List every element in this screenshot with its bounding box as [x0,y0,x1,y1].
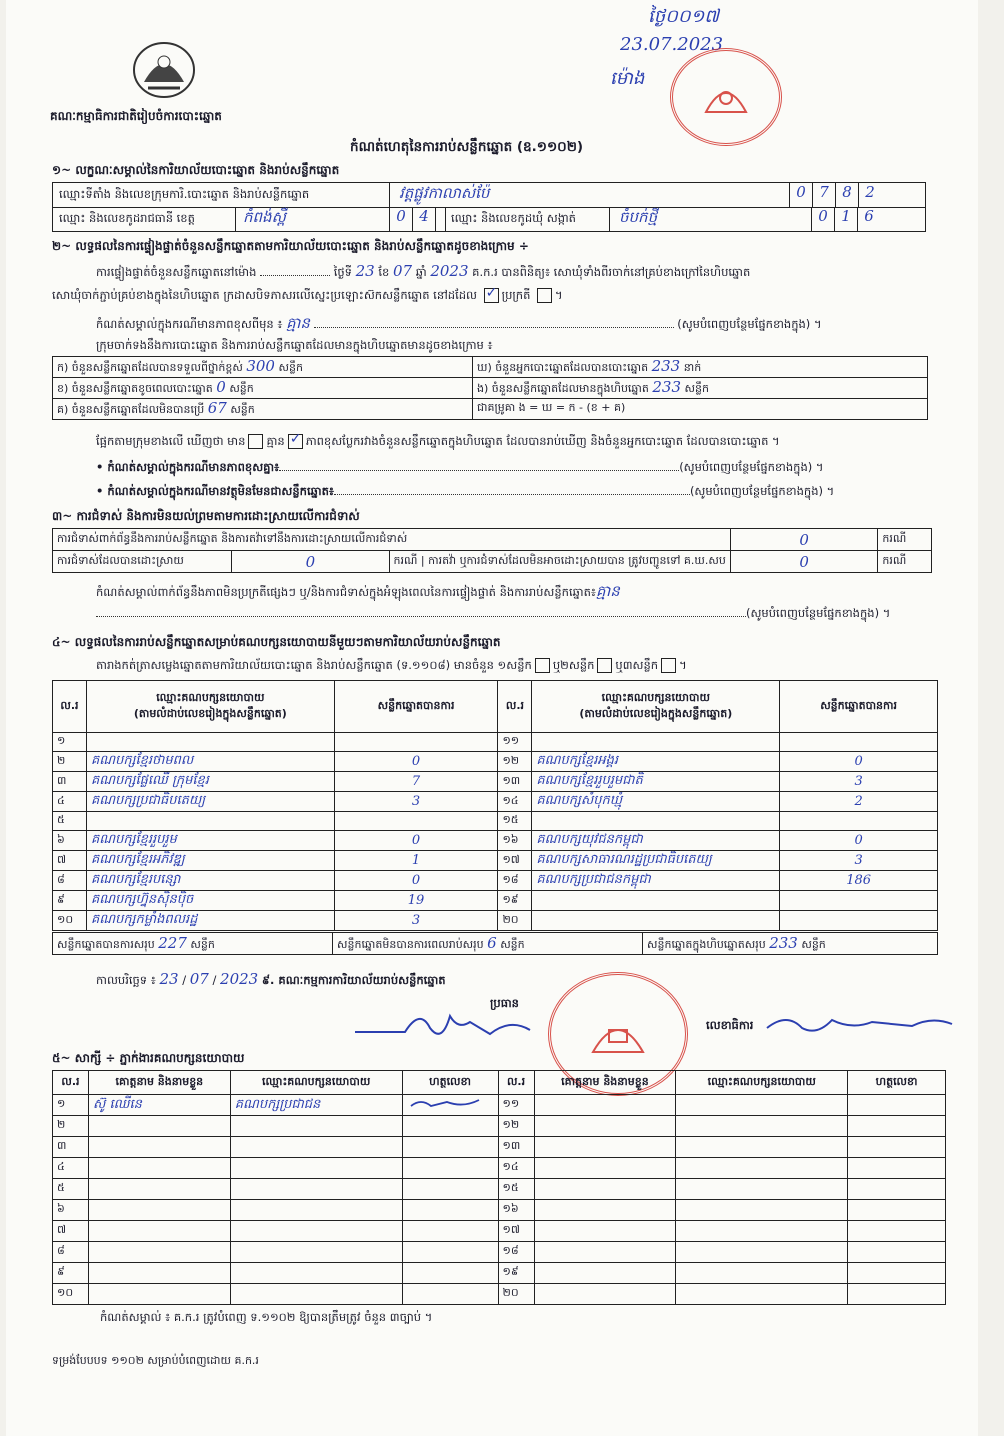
results-party: គណបក្សសំបុកឃ្មុំ [532,792,780,812]
witness-party [676,1200,848,1221]
witness-party [230,1200,402,1221]
witness-party: គណបក្សប្រជាជន [230,1095,402,1116]
results-votes [334,812,498,831]
results-votes [334,733,498,752]
results-row [53,871,938,891]
results-no: ៩ [53,891,87,911]
witness-name [88,1137,230,1158]
results-votes: 0 [334,831,498,851]
results-party: គណបក្សហ្វ៊ុនស៊ិនប៉ិច [86,891,334,911]
witness-name [534,1137,676,1158]
witness-row [53,1116,946,1137]
results-votes: 0 [334,752,498,772]
witness-row [53,1221,946,1242]
results-no: ១៦ [498,831,532,851]
party-results-table: ល.រ ឈ្មោះគណបក្សនយោបាយ (តាមលំដាប់លេខរៀងក្នុងសន្លឹកឆ្នោត) សន្លឹកឆ្នោតបានការ ល.រ ឈ្មោះគណបក្សនយោបាយ (តាមលំដាប់លេខរៀងក្នុងសន្លឹកឆ្នោត) សន្លឹកឆ្នោតបានការ ១ ១១ ២ គណបក្សខ្មែរថាមពល 0 ១២ គណបក្សខ្មែរអង្គរ 0 ៣ គណបក្សផ្លែឈើ ក្រុមខ្មែរ 7 ១៣ គណបក្សខ្មែររួបរួមជាតិ 3 ៤ គណបក្សប្រជាធិបតេយ្យ 3 ១៤ គណបក្សសំបុកឃ្មុំ 2 ៥ ១៥ ៦ គណបក្សខ្មែររួបរួម 0 ១៦ គណបក្សយុវជនកម្ពុជា 0 ៧ គណបក្សខ្មែរអភិវឌ្ឍ 1 ១៧ គណបក្សសាធារណរដ្ឋប្រជាធិបតេយ្យ 3 ៨ គណបក្សខ្មែរបន្សោ 0 ១៨ គណបក្សប្រជាជនកម្ពុជា 186 ៩ គណបក្សហ្វ៊ុនស៊ិនប៉ិច 19 ១៩ ១០ គណបក្សកម្លាំងពលរដ្ឋ 3 ២០ [52,680,938,931]
results-votes: 19 [334,891,498,911]
irregularity-note-value: គ្មាន [595,582,620,600]
witness-party [676,1221,848,1242]
results-votes: 3 [334,792,498,812]
received-time: ម៉ោង [610,68,645,89]
results-votes [780,812,938,831]
total-invalid-value: 6 [487,933,497,952]
witness-row [53,1179,946,1200]
witness-signature [848,1263,946,1284]
location-digit-4: 2 [858,183,881,207]
results-party: គណបក្សកម្លាំងពលរដ្ឋ [86,911,334,931]
page-title: កំណត់ហេតុនៃការរាប់សន្លឹកឆ្នោត (ឧ.១១០២) [350,139,584,155]
witness-signature [848,1284,946,1305]
has-discrepancy-checkbox[interactable] [248,434,263,449]
commune-value: ចំបក់ថ្មី [619,208,658,226]
unresolved-label: ការតវ៉ា ឬការជំទាស់ដែលមិនអាចដោះស្រាយបាន ត្រូវបញ្ជូនទៅ គ.ឃ.សប [428,553,726,567]
witness-name [88,1200,230,1221]
verify-day: 23 [355,262,375,280]
witness-table: ល.រ គោត្តនាម និងនាមខ្លួន ឈ្មោះគណបក្សនយោបាយ ហត្ថលេខា ល.រ គោត្តនាម និងនាមខ្លួន ឈ្មោះគណបក្សនយោបាយ ហត្ថលេខា ១ ស៊ូ ឈើនេ គណបក្សប្រជាជន ១១ ២ ១២ ៣ ១៣ ៤ ១៤ ៥ ១៥ ៦ ១៦ ៧ ១៧ ៨ ១៨ ៩ ១៩ ១០ ២០ [52,1070,946,1305]
witness-name [88,1116,230,1137]
witness-no: ១១ [498,1095,534,1116]
witness-no: ១២ [498,1116,534,1137]
witness-signature [848,1137,946,1158]
verify-line-1: ការផ្ទៀងផ្ទាត់ចំនួនសន្លឹកឆ្នោតនៅម៉ោង ថ្ងៃទី 23 ខែ 07 ឆ្នាំ 2023 គ.ក.រ បានពិនិត្យ៖ សោឃុំទាំងពីរចាក់នៅគ្រប់ខាងក្រៅនៃហិបឆ្នោត [96,262,751,280]
witness-name [534,1116,676,1137]
results-row [53,772,938,792]
witness-row [53,1137,946,1158]
witness-party [230,1284,402,1305]
total-box-value: 233 [769,933,798,952]
results-no: ១៧ [498,851,532,871]
results-party: គណបក្សខ្មែររួបរួមជាតិ [532,772,780,792]
witness-party [676,1179,848,1200]
results-row [53,752,938,772]
objection-label: ការជំទាស់ពាក់ព័ន្ធនឹងការរាប់សន្លឹកឆ្នោត និងការតវ៉ាទៅនឹងការដោះស្រាយលើការជំទាស់ [53,529,731,551]
witness-party [230,1263,402,1284]
witness-no: ១៨ [498,1242,534,1263]
formula-label: ជាគម្រូគា ង = ឃ = ក - (ខ + គ) [477,401,626,414]
results-votes: 186 [780,871,938,891]
witness-signature [402,1221,498,1242]
results-votes: 3 [334,911,498,931]
province-digit-2: 4 [412,207,435,231]
secretary-signature [762,1008,962,1038]
results-votes: 3 [780,772,938,792]
discrepancy-note: • កំណត់សម្គាល់ក្នុងករណីមានភាពខុសគ្នា៖ (សូមបំពេញបន្ថែមផ្នែកខាងក្នុង) ។ [96,460,824,474]
witness-name [88,1242,230,1263]
org-name: គណៈកម្មាធិការជាតិរៀបចំការបោះឆ្នោត [50,109,222,123]
witness-no: ១៩ [498,1263,534,1284]
results-party: គណបក្សខ្មែរថាមពល [86,752,334,772]
witness-no: ២ [53,1116,89,1137]
witness-row [53,1263,946,1284]
results-party: គណបក្សប្រជាជនកម្ពុជា [532,871,780,891]
results-party [86,733,334,752]
witness-party [676,1158,848,1179]
witness-no: ១០ [53,1284,89,1305]
witness-name [534,1221,676,1242]
results-row [53,851,938,871]
witness-party [230,1158,402,1179]
witness-row [53,1095,946,1116]
three-sheet-checkbox[interactable] [661,658,676,673]
section2-heading: ២~ លទ្ធផលនៃការផ្ទៀងផ្ទាត់ចំនួនសន្លឹកឆ្នោតតាមការិយាល័យបោះឆ្នោត និងរាប់សន្លឹកឆ្នោតដូចខាងក្រោម ÷ [52,239,529,253]
province-label: ឈ្មោះ និងលេខកូដរាជធានី ខេត្ត [59,211,195,225]
results-party: គណបក្សសាធារណរដ្ឋប្រជាធិបតេយ្យ [532,851,780,871]
verify-month: 07 [392,262,413,280]
results-party: គណបក្សខ្មែររួបរួម [86,831,334,851]
witness-no: ៣ [53,1137,89,1158]
section5-heading: ៥~ សាក្សី ÷ ភ្នាក់ងារគណបក្សនយោបាយ [52,1051,245,1065]
witness-no: ១៤ [498,1158,534,1179]
results-no: ១០ [53,911,87,931]
results-votes: 0 [334,871,498,891]
witness-party [676,1095,848,1116]
results-no: ៤ [53,792,87,812]
witness-no: ៧ [53,1221,89,1242]
witness-name [534,1095,676,1116]
witness-no: ១៧ [498,1221,534,1242]
results-party [532,911,780,931]
received-date: 23.07.2023 [620,34,724,55]
irregularity-note: កំណត់សម្គាល់ពាក់ព័ន្ធនឹងភាពមិនប្រក្រតីផ្សេងៗ ឬ/និងការជំទាស់ក្នុងអំឡុងពេលនៃការផ្ទៀងផ្ទាត់ និងការរាប់សន្លឹកឆ្នោត៖គ្មាន [96,582,620,600]
irregularity-suffix: (សូមបំពេញបន្ថែមផ្នែកខាងក្នុង) ។ [96,606,890,623]
witness-row [53,1200,946,1221]
witness-no: ៨ [53,1242,89,1263]
witness-no: ១៥ [498,1179,534,1200]
witness-signature [402,1284,498,1305]
results-row [53,891,938,911]
results-row [53,792,938,812]
witness-no: ១៣ [498,1137,534,1158]
section1-table [52,182,926,232]
witness-signature [402,1095,498,1116]
verify-note: កំណត់សម្គាល់ក្នុងករណីមានភាពខុសពីមុន ៖ គ្មាន (សូមបំពេញបន្ថែមផ្នែកខាងក្នុង) ។ [96,314,822,332]
section3-heading: ៣~ ការជំទាស់ និងការមិនយល់ព្រមតាមការដោះស្រាយលើការជំទាស់ [52,509,360,523]
witness-no: ៩ [53,1263,89,1284]
witness-signature [402,1242,498,1263]
location-digit-2: 7 [812,183,835,207]
witness-signature [402,1158,498,1179]
results-no: ១៩ [498,891,532,911]
results-party: គណបក្សខ្មែរបន្សោ [86,871,334,891]
witness-name [534,1263,676,1284]
intact-checkbox[interactable] [484,288,499,303]
unresolved-count: 0 [799,552,809,571]
results-votes: 2 [780,792,938,812]
witness-party [676,1116,848,1137]
witness-name [88,1158,230,1179]
results-no: ១២ [498,752,532,772]
section1-heading: ១~ លក្ខណៈសម្គាល់នៃការិយាល័យបោះឆ្នោត និងរាប់សន្លឹកឆ្នោត [52,163,340,177]
results-party: គណបក្សប្រជាធិបតេយ្យ [86,792,334,812]
resolved-count: 0 [305,552,316,571]
witness-name [88,1263,230,1284]
witness-name: ស៊ូ ឈើនេ [88,1095,230,1116]
commune-label: ឈ្មោះ និងលេខកូដឃុំ សង្កាត់ [451,211,576,225]
witness-party [676,1263,848,1284]
location-digit-1: 0 [789,183,812,207]
one-sheet-checkbox[interactable] [535,658,550,673]
witness-signature [848,1116,946,1137]
witness-name [534,1200,676,1221]
verify-line-2: សោឃុំចាក់ភ្ជាប់គ្រប់ខាងក្នុងនៃហិបឆ្នោត ក្រដាសបិទភាសរលើស្នេះប្រឡោះស៊កសន្លឹកឆ្នោត នៅដដែល ✓ ប្រក្រតី ។ [52,288,563,305]
row-d-value: 233 [651,357,681,375]
chair-label: ប្រធាន [490,996,519,1010]
witness-name [534,1284,676,1305]
witness-signature [848,1221,946,1242]
witness-no: ២០ [498,1284,534,1305]
results-no: ៦ [53,831,87,851]
results-row [53,831,938,851]
no-discrepancy-checkbox[interactable] [288,434,303,449]
sign-day: 23 [159,970,179,988]
location-digit-3: 8 [835,183,858,207]
results-votes: 1 [334,851,498,871]
results-votes [780,891,938,911]
witness-signature [402,1116,498,1137]
witness-no: ១ [53,1095,89,1116]
row-c-label: គ) ចំនួនសន្លឹកឆ្នោតដែលមិនបានប្រើ [57,403,205,416]
witness-signature [402,1137,498,1158]
row-c-value: 67 [207,399,227,417]
results-no: ២០ [498,911,532,931]
witness-no: ៥ [53,1179,89,1200]
secretary-label: លេខាធិការ [706,1018,754,1032]
witness-signature [848,1158,946,1179]
verify-year: 2023 [430,262,469,280]
results-no: ១៣ [498,772,532,792]
results-votes: 0 [780,831,938,851]
total-box-label: សន្លឹកឆ្នោតក្នុងហិបឆ្នោតសរុប [647,937,766,951]
discrepancy-line: ផ្អែកតាមក្រុមខាងលើ ឃើញថា មាន គ្មាន✓ ភាពខុសប្លែករវាងចំនួនសន្លឹកឆ្នោតក្នុងហិបឆ្នោត ដែលបានរាប់ឃើញ និងចំនួនអ្នកបោះឆ្នោត ដែលបានបោះឆ្នោត ។ [96,434,780,451]
results-row [53,911,938,931]
results-party [532,733,780,752]
row-b-value: 0 [216,378,226,396]
witness-row [53,1158,946,1179]
commune-digit-2: 1 [834,207,857,231]
tally-sheet-line: តារាងកត់ត្រាសម្លេងឆ្នោតតាមការិយាល័យបោះឆ្នោត និងរាប់សន្លឹកឆ្នោត (ទ.១១០៨) មានចំនួន ១សន្លឹក ឬ២សន្លឹក ឬ៣សន្លឹក ។ [96,658,687,672]
chair-signature [350,1000,550,1050]
sign-month: 07 [189,970,209,988]
results-no: ១ [53,733,87,752]
sign-year: 2023 [220,970,259,988]
results-no: ១៤ [498,792,532,812]
form-footer: ទម្រង់បែបបទ ១១០២ សម្រាប់បំពេញដោយ គ.ក.រ [52,1354,259,1367]
results-votes: 0 [780,752,938,772]
results-party [532,891,780,911]
witness-signature [402,1200,498,1221]
witness-signature [848,1242,946,1263]
witness-name [88,1179,230,1200]
total-valid-label: សន្លឹកឆ្នោតបានការសរុប [57,937,155,951]
results-no: ២ [53,752,87,772]
form-note: កំណត់សម្គាល់ ៖ គ.ក.រ ត្រូវបំពេញ ទ.១១០២ ឱ្យបានត្រឹមត្រូវ ចំនួន ៣ច្បាប់ ។ [100,1310,433,1324]
results-party: គណបក្សខ្មែរអភិវឌ្ឍ [86,851,334,871]
witness-party [676,1242,848,1263]
province-digit-1: 0 [389,207,412,231]
witness-row [53,1284,946,1305]
objection-count: 0 [799,530,809,549]
verify-note-value: គ្មាន [286,314,310,332]
results-party [86,812,334,831]
row-a-label: ក) ចំនួនសន្លឹកឆ្នោតដែលបានទទួលពីថ្នាក់ខ្ពស់ [57,361,243,374]
red-seal-stamp-top [670,48,782,146]
totals-table: សន្លឹកឆ្នោតបានការសរុប 227 សន្លឹក សន្លឹកឆ្នោតមិនបានការពេលរាប់សរុប 6 សន្លឹក សន្លឹកឆ្នោតក្នុងហិបឆ្នោតសរុប 233 សន្លឹក [52,932,938,955]
not-intact-checkbox[interactable] [537,288,552,303]
received-number: ថ្ងៃ០០១៧ [648,6,720,27]
location-label: ឈ្មោះទីតាំង និងលេខក្រុមការិ.បោះឆ្នោត និងរាប់សន្លឹកឆ្នោត [59,187,310,201]
results-no: ១៥ [498,812,532,831]
witness-name [88,1221,230,1242]
objections-table: ការជំទាស់ពាក់ព័ន្ធនឹងការរាប់សន្លឹកឆ្នោត និងការតវ៉ាទៅនឹងការដោះស្រាយលើការជំទាស់ 0 ករណី ការជំទាស់ដែលបានដោះស្រាយ 0 ករណី | ការតវ៉ា ឬការជំទាស់ដែលមិនអាចដោះស្រាយបាន ត្រូវបញ្ជូនទៅ គ.ឃ.សប 0 ករណី [52,528,932,573]
results-party [532,812,780,831]
total-invalid-label: សន្លឹកឆ្នោតមិនបានការពេលរាប់សរុប [337,937,484,951]
verify-line-3: ក្រុមចាក់ទងនឹងការបោះឆ្នោត និងការរាប់សន្លឹកឆ្នោតដែលមានក្នុងហិបឆ្នោតមានដូចខាងក្រោម ៖ [96,338,493,352]
row-d-label: ឃ) ចំនួនអ្នកបោះឆ្នោតដែលបានបោះឆ្នោត [477,361,649,374]
row-e-value: 233 [652,378,682,396]
witness-no: ៦ [53,1200,89,1221]
witness-party [230,1116,402,1137]
row-b-label: ខ) ចំនួនសន្លឹកឆ្នោតខូចពេលបោះឆ្នោត [57,382,213,395]
row-a-value: 300 [246,357,275,375]
location-value: វត្តផ្លូវកាលាស់ប៉ែ [399,184,490,202]
results-party: គណបក្សខ្មែរអង្គរ [532,752,780,772]
witness-party [230,1179,402,1200]
results-no: ១៨ [498,871,532,891]
province-value: កំពង់ស្ពឺ [243,208,286,226]
results-votes [780,733,938,752]
results-no: ១១ [498,733,532,752]
results-party: គណបក្សយុវជនកម្ពុជា [532,831,780,851]
foreign-object-note: • កំណត់សម្គាល់ក្នុងករណីមានវត្ថុមិនមែនជាសន្លឹកឆ្នោត៖ (សូមបំពេញបន្ថែមផ្នែកខាងក្នុង) ។ [96,484,835,498]
witness-party [230,1242,402,1263]
results-no: ៥ [53,812,87,831]
sign-date: កាលបរិច្ឆេទ ៖ 23 / 07 / 2023 ៩. គណៈកម្មការការិយាល័យរាប់សន្លឹកឆ្នោត [96,970,446,988]
commune-digit-3: 6 [857,207,880,231]
witness-signature [848,1095,946,1116]
witness-row [53,1242,946,1263]
witness-signature [402,1179,498,1200]
results-no: ៣ [53,772,87,792]
witness-name [88,1284,230,1305]
witness-no: ៤ [53,1158,89,1179]
results-no: ៨ [53,871,87,891]
witness-name [534,1242,676,1263]
committee-emblem-icon [130,40,198,100]
witness-name [534,1158,676,1179]
witness-party [230,1221,402,1242]
witness-name [534,1179,676,1200]
results-no: ៧ [53,851,87,871]
resolved-label: ការជំទាស់ដែលបានដោះស្រាយ [53,551,232,573]
commune-digit-1: 0 [811,207,834,231]
section4-heading: ៤~ លទ្ធផលនៃការរាប់សន្លឹកឆ្នោតសម្រាប់គណបក្សនយោបាយនីមួយៗតាមការិយាល័យរាប់សន្លឹកឆ្នោត [52,635,501,649]
witness-party [230,1137,402,1158]
two-sheet-checkbox[interactable] [597,658,612,673]
witness-signature [402,1263,498,1284]
witness-party [676,1284,848,1305]
witness-signature [848,1200,946,1221]
witness-signature [848,1179,946,1200]
results-party: គណបក្សផ្លែឈើ ក្រុមខ្មែរ [86,772,334,792]
ballot-count-table: ក) ចំនួនសន្លឹកឆ្នោតដែលបានទទួលពីថ្នាក់ខ្ពស់ 300 សន្លឹក ឃ) ចំនួនអ្នកបោះឆ្នោតដែលបានបោះឆ្នោត 233 នាក់ ខ) ចំនួនសន្លឹកឆ្នោតខូចពេលបោះឆ្នោត 0 សន្លឹក ង) ចំនួនសន្លឹកឆ្នោតដែលមានក្នុងហិបឆ្នោត 233 សន្លឹក គ) ចំនួនសន្លឹកឆ្នោតដែលមិនបានប្រើ 67 សន្លឹក ជាគម្រូគា ង = ឃ = ក - (ខ + គ) [52,356,928,420]
total-valid-value: 227 [158,933,187,952]
results-votes: 7 [334,772,498,792]
results-votes: 3 [780,851,938,871]
witness-no: ១៦ [498,1200,534,1221]
results-votes [780,911,938,931]
results-row [53,812,938,831]
witness-party [676,1137,848,1158]
results-row [53,733,938,752]
row-e-label: ង) ចំនួនសន្លឹកឆ្នោតដែលមានក្នុងហិបឆ្នោត [477,382,649,395]
